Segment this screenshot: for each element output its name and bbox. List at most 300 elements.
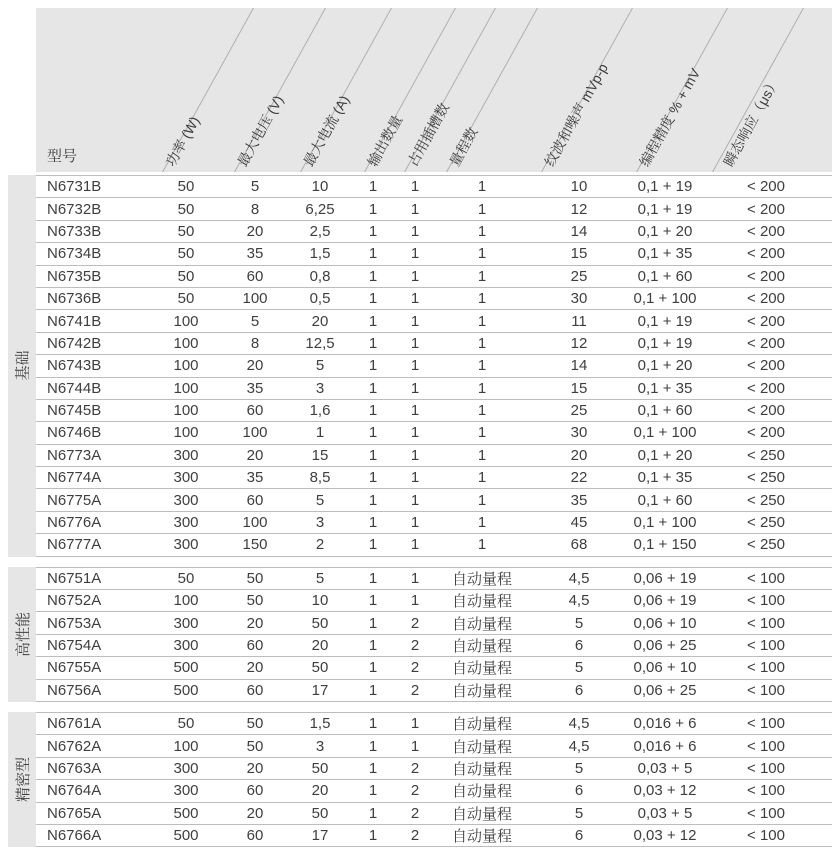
value-cell: 1 — [410, 737, 420, 755]
value-cell: 1 — [477, 514, 487, 532]
value-cell: 自动量程 — [451, 660, 512, 678]
value-cell: 0,1 + 100 — [633, 290, 697, 308]
value-cell: 100 — [242, 514, 268, 532]
model-cell: N6763A — [47, 759, 102, 777]
value-cell: < 100 — [747, 592, 785, 610]
value-cell: 1 — [410, 334, 420, 352]
section-label: 基础 — [14, 350, 32, 381]
value-cell: 20 — [570, 446, 588, 464]
value-cell: 1 — [368, 759, 378, 777]
value-cell: 1 — [477, 222, 487, 240]
table-row — [36, 355, 832, 377]
value-cell: 1 — [410, 446, 420, 464]
value-cell: 300 — [173, 782, 199, 800]
value-cell: 6,25 — [305, 200, 335, 218]
value-cell: 1 — [477, 491, 487, 509]
table-row — [36, 266, 832, 288]
value-cell: 1 — [368, 737, 378, 755]
value-cell: 50 — [246, 737, 264, 755]
value-cell: 1 — [477, 334, 487, 352]
diagonal-header — [36, 8, 832, 172]
value-cell: 1,6 — [309, 402, 331, 420]
value-cell: 300 — [173, 637, 199, 654]
value-cell: 1 — [477, 267, 487, 285]
value-cell: 11 — [571, 312, 587, 330]
value-cell: 5 — [574, 804, 584, 822]
value-cell: 60 — [246, 402, 264, 420]
model-cell: N6745B — [47, 402, 102, 420]
column-header-8: 瞬态响应（μs） — [720, 74, 783, 170]
table-row — [36, 400, 832, 422]
model-cell: N6764A — [47, 782, 102, 800]
value-cell: 50 — [177, 267, 195, 285]
value-cell: 0,1 + 19 — [637, 178, 693, 196]
value-cell: 0,016 + 6 — [633, 737, 697, 755]
value-cell: 100 — [173, 402, 199, 420]
column-header-4: 占用插槽数 — [404, 100, 453, 170]
table-row — [36, 612, 832, 634]
value-cell: 150 — [242, 536, 268, 554]
value-cell: 6 — [574, 782, 584, 800]
value-cell: < 250 — [747, 536, 785, 554]
value-cell: 0,1 + 19 — [637, 334, 693, 352]
value-cell: 50 — [177, 715, 195, 733]
value-cell: 1 — [410, 200, 420, 218]
value-cell: 5 — [315, 569, 325, 587]
model-cell: N6773A — [47, 446, 102, 464]
value-cell: 500 — [173, 804, 199, 822]
value-cell: 1 — [410, 469, 420, 487]
model-cell: N6774A — [47, 469, 102, 487]
table-section — [8, 712, 832, 847]
value-cell: 0,8 — [309, 267, 331, 285]
value-cell: 35 — [570, 491, 588, 509]
value-cell: 300 — [173, 614, 199, 632]
table-row — [36, 422, 832, 444]
table-body — [8, 175, 832, 847]
value-cell: 12 — [570, 334, 588, 352]
value-cell: 500 — [173, 659, 199, 677]
value-cell: 100 — [173, 379, 199, 397]
model-cell: N6775A — [47, 491, 102, 509]
value-cell: < 200 — [747, 222, 785, 240]
value-cell: 1 — [410, 569, 420, 587]
value-cell: 0,1 + 60 — [637, 491, 693, 509]
value-cell: 5 — [574, 759, 584, 777]
value-cell: 1 — [477, 536, 487, 554]
table-row — [36, 288, 832, 310]
value-cell: 0,1 + 60 — [637, 267, 693, 285]
value-cell: 8 — [250, 334, 260, 352]
value-cell: 1 — [368, 514, 378, 532]
value-cell: 50 — [246, 715, 264, 733]
column-header-2: 最大电流 (A) — [300, 92, 353, 170]
value-cell: 1 — [368, 402, 378, 420]
value-cell: 1 — [368, 614, 378, 632]
table-row — [36, 735, 832, 757]
value-cell: 50 — [311, 759, 329, 777]
value-cell: < 200 — [747, 267, 785, 285]
model-cell: N6754A — [47, 637, 102, 654]
column-header-model: 型号 — [47, 148, 78, 165]
section-rows — [36, 175, 832, 557]
value-cell: 15 — [311, 446, 329, 464]
value-cell: 1 — [477, 312, 487, 330]
value-cell: 1 — [368, 827, 378, 845]
value-cell: 1 — [410, 178, 420, 196]
header-spacer — [8, 8, 36, 172]
value-cell: 1 — [410, 245, 420, 263]
table-row — [36, 310, 832, 332]
value-cell: 300 — [173, 536, 199, 554]
value-cell: 0,06 + 19 — [633, 569, 697, 587]
value-cell: 0,1 + 150 — [633, 536, 697, 554]
value-cell: 0,06 + 10 — [633, 614, 697, 632]
value-cell: < 100 — [747, 569, 785, 587]
model-cell: N6751A — [47, 569, 102, 587]
value-cell: 1 — [368, 245, 378, 263]
value-cell: 1 — [410, 491, 420, 509]
value-cell: 10 — [311, 178, 329, 196]
section-rows — [36, 567, 832, 702]
value-cell: 50 — [177, 569, 195, 587]
value-cell: 300 — [173, 759, 199, 777]
value-cell: 8,5 — [309, 469, 331, 487]
value-cell: 1 — [368, 357, 378, 375]
value-cell: 68 — [570, 536, 588, 554]
value-cell: < 200 — [747, 200, 785, 218]
table-row — [36, 780, 832, 802]
value-cell: 1 — [410, 514, 420, 532]
value-cell: 5 — [250, 312, 260, 330]
value-cell: 50 — [311, 614, 329, 632]
value-cell: 3 — [315, 379, 325, 397]
model-cell: N6765A — [47, 804, 102, 822]
value-cell: 1 — [410, 357, 420, 375]
value-cell: < 100 — [747, 614, 785, 632]
value-cell: 2 — [410, 759, 420, 777]
value-cell: 1 — [410, 402, 420, 420]
value-cell: 10 — [311, 592, 329, 610]
table-row — [36, 758, 832, 780]
value-cell: 20 — [311, 312, 329, 330]
value-cell: 自动量程 — [451, 593, 512, 611]
value-cell: 17 — [311, 827, 329, 845]
value-cell: 30 — [570, 424, 588, 442]
value-cell: 50 — [246, 569, 264, 587]
table-row — [36, 534, 832, 556]
table-section — [8, 567, 832, 702]
table-row — [36, 221, 832, 243]
value-cell: 6 — [574, 637, 584, 654]
value-cell: < 200 — [747, 312, 785, 330]
value-cell: 1 — [368, 379, 378, 397]
value-cell: 3 — [315, 737, 325, 755]
model-cell: N6744B — [47, 379, 102, 397]
value-cell: 14 — [570, 357, 588, 375]
value-cell: 25 — [570, 267, 588, 285]
value-cell: 0,5 — [309, 290, 331, 308]
value-cell: < 200 — [747, 424, 785, 442]
value-cell: 17 — [311, 681, 329, 699]
value-cell: 100 — [242, 290, 268, 308]
value-cell: 1 — [368, 200, 378, 218]
value-cell: 自动量程 — [451, 805, 512, 823]
table-section — [8, 175, 832, 557]
value-cell: 0,1 + 20 — [637, 357, 693, 375]
value-cell: 2 — [315, 536, 325, 554]
model-cell: N6756A — [47, 681, 102, 699]
section-category-strip — [8, 175, 36, 557]
value-cell: 100 — [173, 592, 199, 610]
value-cell: 1 — [368, 424, 378, 442]
table-row — [36, 176, 832, 198]
value-cell: 0,06 + 10 — [633, 659, 697, 677]
value-cell: 1 — [368, 446, 378, 464]
table-row — [36, 467, 832, 489]
model-cell: N6755A — [47, 659, 102, 677]
model-cell: N6746B — [47, 424, 102, 442]
model-cell: N6776A — [47, 514, 102, 532]
value-cell: 4,5 — [568, 715, 590, 733]
value-cell: 自动量程 — [451, 615, 512, 633]
value-cell: < 200 — [747, 178, 785, 196]
table-row — [36, 378, 832, 400]
value-cell: < 100 — [747, 637, 785, 654]
value-cell: 1 — [410, 424, 420, 442]
value-cell: < 100 — [747, 804, 785, 822]
value-cell: 60 — [246, 491, 264, 509]
value-cell: < 200 — [747, 290, 785, 308]
value-cell: 自动量程 — [451, 638, 512, 655]
value-cell: 0,1 + 20 — [637, 222, 693, 240]
value-cell: 自动量程 — [451, 738, 512, 756]
value-cell: 1 — [477, 446, 487, 464]
model-cell: N6742B — [47, 334, 102, 352]
value-cell: 5 — [315, 491, 325, 509]
section-rows — [36, 712, 832, 847]
value-cell: 100 — [173, 737, 199, 755]
value-cell: 20 — [246, 614, 264, 632]
table-row — [36, 445, 832, 467]
value-cell: < 200 — [747, 245, 785, 263]
value-cell: 35 — [246, 469, 264, 487]
value-cell: < 250 — [747, 514, 785, 532]
value-cell: 100 — [173, 312, 199, 330]
value-cell: 1 — [368, 178, 378, 196]
value-cell: 1 — [477, 200, 487, 218]
value-cell: 1 — [477, 245, 487, 263]
value-cell: 30 — [570, 290, 588, 308]
value-cell: 0,1 + 60 — [637, 402, 693, 420]
value-cell: 60 — [246, 637, 264, 654]
value-cell: 100 — [173, 357, 199, 375]
value-cell: 0,03 + 5 — [637, 759, 693, 777]
value-cell: < 250 — [747, 491, 785, 509]
value-cell: 1 — [368, 592, 378, 610]
value-cell: 100 — [242, 424, 268, 442]
model-cell: N6732B — [47, 200, 102, 218]
value-cell: 1 — [477, 469, 487, 487]
value-cell: 300 — [173, 491, 199, 509]
value-cell: 300 — [173, 446, 199, 464]
value-cell: 4,5 — [568, 592, 590, 610]
value-cell: 50 — [177, 222, 195, 240]
value-cell: 50 — [311, 804, 329, 822]
value-cell: 5 — [250, 178, 260, 196]
value-cell: 0,1 + 35 — [637, 379, 693, 397]
table-row — [36, 333, 832, 355]
model-cell: N6743B — [47, 357, 102, 375]
value-cell: 0,1 + 35 — [637, 469, 693, 487]
value-cell: 15 — [570, 379, 588, 397]
table-row — [36, 680, 832, 702]
value-cell: 1 — [315, 424, 325, 442]
value-cell: 1,5 — [309, 715, 331, 733]
value-cell: 1 — [410, 715, 420, 733]
value-cell: 0,06 + 25 — [633, 681, 697, 699]
value-cell: 1 — [410, 267, 420, 285]
section-category-strip — [8, 567, 36, 702]
column-header-3: 输出数量 — [364, 112, 406, 170]
table-row — [36, 243, 832, 265]
value-cell: 1 — [477, 424, 487, 442]
value-cell: 1 — [368, 222, 378, 240]
value-cell: 1 — [410, 536, 420, 554]
value-cell: 0,1 + 19 — [637, 312, 693, 330]
value-cell: 100 — [173, 424, 199, 442]
value-cell: 300 — [173, 514, 199, 532]
model-cell: N6761A — [47, 715, 102, 733]
value-cell: < 250 — [747, 469, 785, 487]
value-cell: 1 — [477, 357, 487, 375]
value-cell: 6 — [574, 681, 584, 699]
table-row — [36, 590, 832, 612]
value-cell: 12 — [570, 200, 588, 218]
table-header — [8, 8, 832, 172]
value-cell: 自动量程 — [451, 783, 512, 801]
value-cell: 2 — [410, 659, 420, 677]
model-cell: N6777A — [47, 536, 102, 554]
model-cell: N6752A — [47, 592, 102, 610]
value-cell: 500 — [173, 681, 199, 699]
value-cell: 6 — [574, 827, 584, 845]
value-cell: 20 — [246, 222, 264, 240]
value-cell: 50 — [311, 659, 329, 677]
value-cell: < 100 — [747, 659, 785, 677]
value-cell: 60 — [246, 267, 264, 285]
value-cell: 0,06 + 19 — [633, 592, 697, 610]
value-cell: 20 — [246, 446, 264, 464]
value-cell: 1 — [368, 312, 378, 330]
value-cell: 0,1 + 100 — [633, 424, 697, 442]
value-cell: 5 — [315, 357, 325, 375]
value-cell: 50 — [177, 290, 195, 308]
model-cell: N6766A — [47, 827, 102, 845]
value-cell: 0,1 + 100 — [633, 514, 697, 532]
value-cell: 0,03 + 5 — [637, 804, 693, 822]
value-cell: < 100 — [747, 827, 785, 845]
value-cell: 8 — [250, 200, 260, 218]
value-cell: 1 — [368, 637, 378, 654]
value-cell: 2 — [410, 804, 420, 822]
value-cell: 自动量程 — [451, 828, 512, 846]
value-cell: < 200 — [747, 334, 785, 352]
value-cell: 3 — [315, 514, 325, 532]
model-cell: N6762A — [47, 737, 102, 755]
value-cell: 50 — [246, 592, 264, 610]
value-cell: 4,5 — [568, 569, 590, 587]
value-cell: < 100 — [747, 737, 785, 755]
value-cell: 0,1 + 35 — [637, 245, 693, 263]
value-cell: 1 — [410, 222, 420, 240]
value-cell: 2,5 — [309, 222, 331, 240]
value-cell: 自动量程 — [451, 682, 512, 700]
value-cell: 35 — [246, 379, 264, 397]
value-cell: 1 — [368, 569, 378, 587]
value-cell: 2 — [410, 782, 420, 800]
value-cell: < 100 — [747, 715, 785, 733]
value-cell: 35 — [246, 245, 264, 263]
section-category-strip — [8, 712, 36, 847]
value-cell: 300 — [173, 469, 199, 487]
value-cell: 5 — [574, 614, 584, 632]
value-cell: 自动量程 — [451, 716, 512, 734]
table-row — [36, 489, 832, 511]
value-cell: 20 — [246, 659, 264, 677]
value-cell: 0,03 + 12 — [633, 782, 697, 800]
value-cell: 2 — [410, 637, 420, 654]
value-cell: 10 — [570, 178, 588, 196]
value-cell: 500 — [173, 827, 199, 845]
value-cell: 1 — [477, 290, 487, 308]
model-cell: N6735B — [47, 267, 102, 285]
value-cell: 14 — [570, 222, 588, 240]
model-cell: N6734B — [47, 245, 102, 263]
value-cell: 1 — [368, 681, 378, 699]
value-cell: 0,016 + 6 — [633, 715, 697, 733]
value-cell: 15 — [570, 245, 588, 263]
value-cell: 自动量程 — [451, 760, 512, 778]
value-cell: 20 — [311, 637, 329, 654]
value-cell: 2 — [410, 681, 420, 699]
value-cell: 50 — [177, 200, 195, 218]
value-cell: 2 — [410, 614, 420, 632]
value-cell: 1 — [410, 290, 420, 308]
value-cell: 22 — [570, 469, 588, 487]
value-cell: 1 — [368, 782, 378, 800]
value-cell: 100 — [173, 334, 199, 352]
column-header-6: 纹波和噪声 mVp-p — [541, 60, 612, 170]
value-cell: 0,03 + 12 — [633, 827, 697, 845]
value-cell: 1 — [368, 290, 378, 308]
value-cell: 45 — [570, 514, 588, 532]
model-cell: N6733B — [47, 222, 102, 240]
value-cell: 0,1 + 19 — [637, 200, 693, 218]
value-cell: 50 — [177, 178, 195, 196]
value-cell: 60 — [246, 681, 264, 699]
model-cell: N6731B — [47, 178, 102, 196]
value-cell: < 100 — [747, 681, 785, 699]
table-row — [36, 825, 832, 847]
value-cell: 20 — [246, 804, 264, 822]
model-cell: N6753A — [47, 614, 102, 632]
column-header-5: 量程数 — [446, 124, 481, 170]
model-cell: N6736B — [47, 290, 102, 308]
value-cell: 25 — [570, 402, 588, 420]
value-cell: 1 — [368, 491, 378, 509]
value-cell: 1 — [410, 379, 420, 397]
